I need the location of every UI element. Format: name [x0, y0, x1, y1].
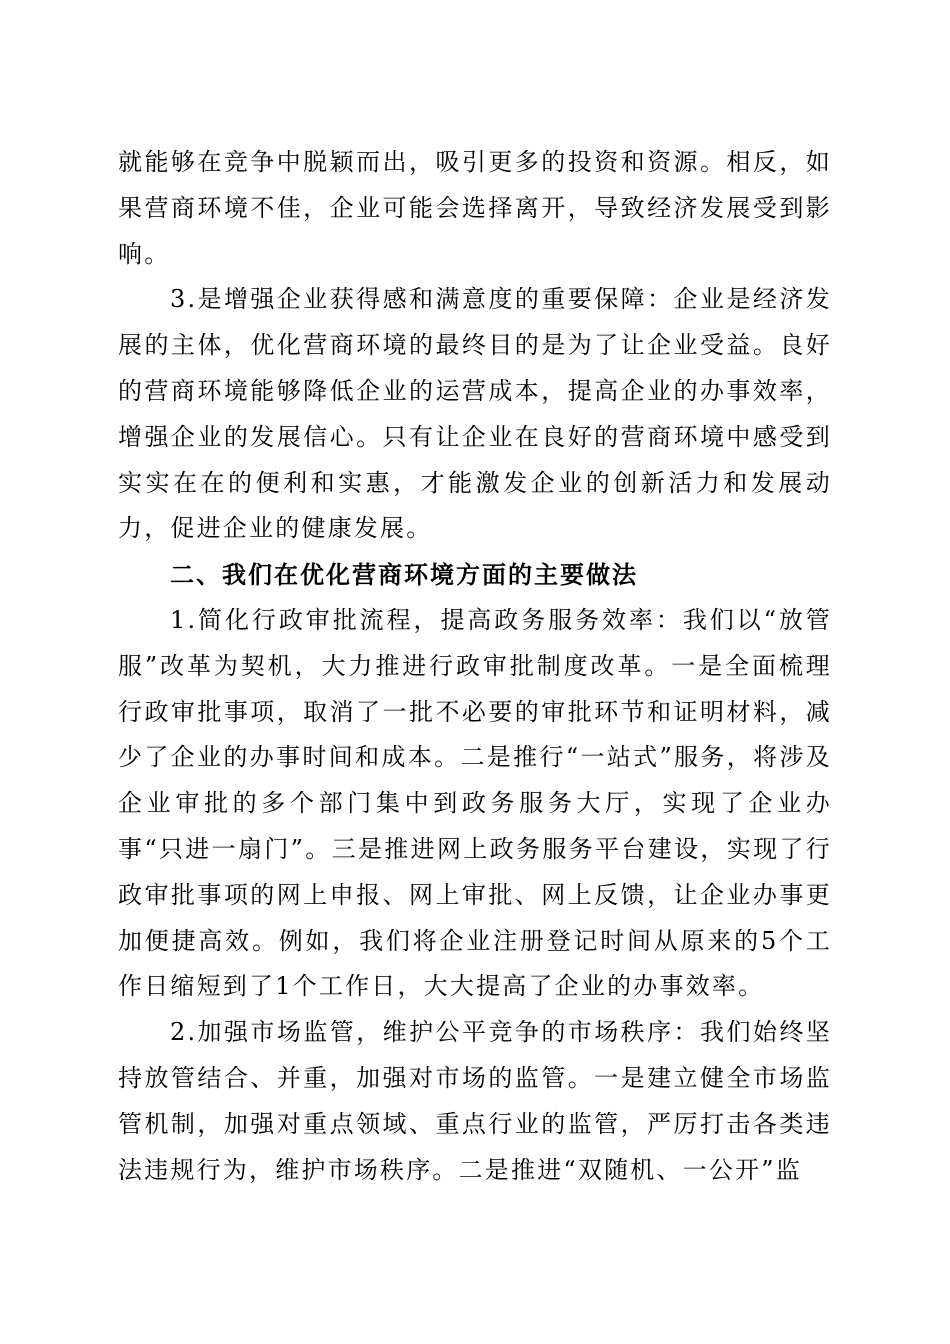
paragraph-practice-2: 2.加强市场监管，维护公平竞争的市场秩序：我们始终坚持放管结合、并重，加强对市场的监管。一是建立健全市场监管机制，加强对重点领域、重点行业的监管，严厉打击各类违法违规行为，维护市场秩序。二是推进“双随机、一公开”监	[118, 1018, 832, 1184]
section-heading: 二、我们在优化营商环境方面的主要做法	[170, 560, 638, 590]
paragraph-continuation: 就能够在竞争中脱颖而出，吸引更多的投资和资源。相反，如果营商环境不佳，企业可能会选择离开，导致经济发展受到影响。	[118, 148, 832, 268]
paragraph-point-3: 3.是增强企业获得感和满意度的重要保障：企业是经济发展的主体，优化营商环境的最终目的是为了让企业受益。良好的营商环境能够降低企业的运营成本，提高企业的办事效率，增强企业的发展信心。只有让企业在良好的营商环境中感受到实实在在的便利和实惠，才能激发企业的创新活力和发展动力，促进企业的健康发展。	[118, 285, 832, 543]
document-page	[118, 140, 832, 1193]
paragraph-practice-1: 1.简化行政审批流程，提高政务服务效率：我们以“放管服”改革为契机，大力推进行政审批制度改革。一是全面梳理行政审批事项，取消了一批不必要的审批环节和证明材料，减少了企业的办事时间和成本。二是推行“一站式”服务，将涉及企业审批的多个部门集中到政务服务大厅，实现了企业办事“只进一扇门”。三是推进网上政务服务平台建设，实现了行政审批事项的网上申报、网上审批、网上反馈，让企业办事更加便捷高效。例如，我们将企业注册登记时间从原来的5个工作日缩短到了1个工作日，大大提高了企业的办事效率。	[118, 605, 832, 1001]
